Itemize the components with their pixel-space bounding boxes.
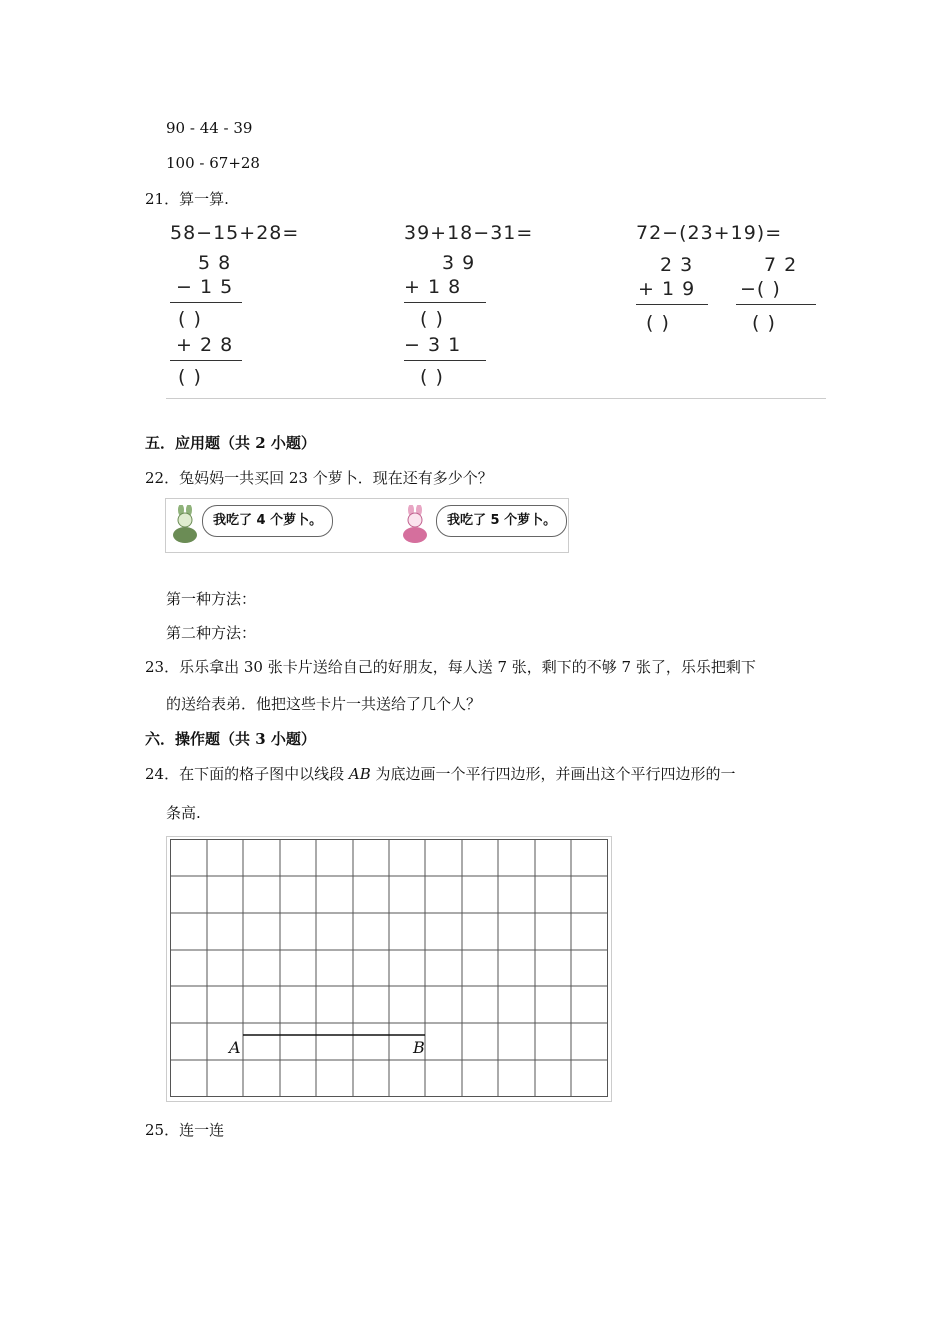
calc-operand: + 2 8 <box>176 334 234 356</box>
answer-blank: ( ) <box>178 366 202 388</box>
calc-operand: + 1 9 <box>638 278 696 300</box>
rabbit-illustration <box>165 498 569 553</box>
rabbit-icon <box>170 505 200 545</box>
question-21-title: 21．算一算. <box>145 190 229 208</box>
calc-operand: −( ) <box>740 278 781 300</box>
question-22-text: 22．兔妈妈一共买回 23 个萝卜．现在还有多少个？ <box>145 469 493 487</box>
question-25-text: 25．连一连 <box>145 1121 225 1139</box>
answer-blank: ( ) <box>752 312 776 334</box>
answer-blank: ( ) <box>420 308 444 330</box>
grid-diagram <box>166 836 612 1102</box>
calc-rule <box>170 360 242 361</box>
segment-name: AB <box>348 765 371 783</box>
answer-blank: ( ) <box>646 312 670 334</box>
answer-blank: ( ) <box>178 308 202 330</box>
exercise-line: 90 - 44 - 39 <box>166 119 253 137</box>
section-5-title: 五．应用题（共 2 小题） <box>145 434 316 452</box>
calc-row: 5 8 <box>198 252 232 274</box>
point-b-label: B <box>413 1038 425 1057</box>
calc-rule <box>636 304 708 305</box>
image-bottom-border <box>166 398 826 399</box>
calc-rule <box>736 304 816 305</box>
calc-expression: 39+18−31= <box>404 222 534 244</box>
calc-expression: 58−15+28= <box>170 222 300 244</box>
question-23-text: 的送给表弟．他把这些卡片一共送给了几个人？ <box>166 695 482 713</box>
exercise-line: 100 - 67+28 <box>166 154 260 172</box>
section-6-title: 六．操作题（共 3 小题） <box>145 730 316 748</box>
question-23-text: 23．乐乐拿出 30 张卡片送给自己的好朋友，每人送 7 张，剩下的不够 7 张了，乐乐把剩下 <box>145 658 756 676</box>
calc-operand: − 1 5 <box>176 276 234 298</box>
speech-bubble: 我吃了 5 个萝卜。 <box>436 505 567 537</box>
answer-blank: ( ) <box>420 366 444 388</box>
question-24-text <box>145 764 736 784</box>
calc-row: 3 9 <box>442 252 476 274</box>
calc-rule <box>404 302 486 303</box>
question-24-text: 条高. <box>166 804 201 822</box>
calc-rule <box>404 360 486 361</box>
calc-operand: − 3 1 <box>404 334 462 356</box>
calc-rule <box>170 302 242 303</box>
rabbit-icon <box>400 505 430 545</box>
point-a-label: A <box>229 1038 241 1057</box>
q24-text-start: 24．在下面的格子图中以线段 <box>145 765 349 783</box>
speech-bubble: 我吃了 4 个萝卜。 <box>202 505 333 537</box>
method-line: 第二种方法： <box>166 624 257 642</box>
calc-row: 2 3 <box>660 254 694 276</box>
calc-expression: 72−(23+19)= <box>636 222 783 244</box>
calc-row: 7 2 <box>764 254 798 276</box>
calc-operand: + 1 8 <box>404 276 462 298</box>
method-line: 第一种方法： <box>166 590 257 608</box>
q24-text-end: 为底边画一个平行四边形，并画出这个平行四边形的一 <box>370 765 736 783</box>
